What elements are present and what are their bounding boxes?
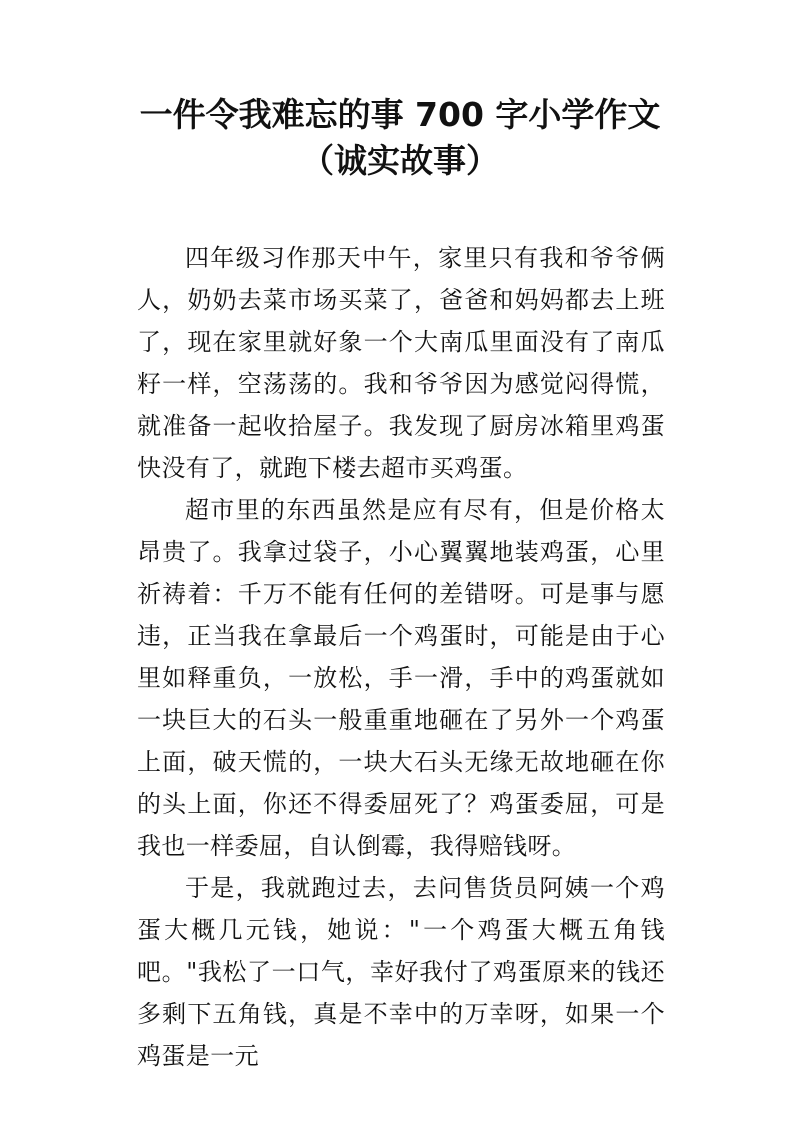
paragraph-2: 超市里的东西虽然是应有尽有，但是价格太昂贵了。我拿过袋子，小心翼翼地装鸡蛋，心里祈祷着：千万不能有任何的差错呀。可是事与愿违，正当我在拿最后一个鸡蛋时，可能是由于心里如释重负，一放松，手一滑，手中的鸡蛋就如一块巨大的石头一般重重地砸在了另外一个鸡蛋上面，破天慌的，一块大石头无缘无故地砸在你的头上面，你还不得委屈死了？鸡蛋委屈，可是我也一样委屈，自认倒霉，我得赔钱呀。 [137, 496, 665, 860]
document-title [0, 92, 800, 184]
paragraph-3: 于是，我就跑过去，去问售货员阿姨一个鸡蛋大概几元钱，她说："一个鸡蛋大概五角钱吧。"我松了一口气，幸好我付了鸡蛋原来的钱还多剩下五角钱，真是不幸中的万幸呀，如果一个鸡蛋是一元 [137, 874, 665, 1070]
paragraph-1: 四年级习作那天中午，家里只有我和爷爷俩人，奶奶去菜市场买菜了，爸爸和妈妈都去上班了，现在家里就好象一个大南瓜里面没有了南瓜籽一样，空荡荡的。我和爷爷因为感觉闷得慌，就准备一起收拾屋子。我发现了厨房冰箱里鸡蛋快没有了，就跑下楼去超市买鸡蛋。 [137, 244, 665, 482]
title-line-1: 一件令我难忘的事 700 字小学作文 [139, 95, 661, 134]
article-body [137, 237, 665, 1077]
title-line-2: （诚实故事） [301, 141, 499, 180]
